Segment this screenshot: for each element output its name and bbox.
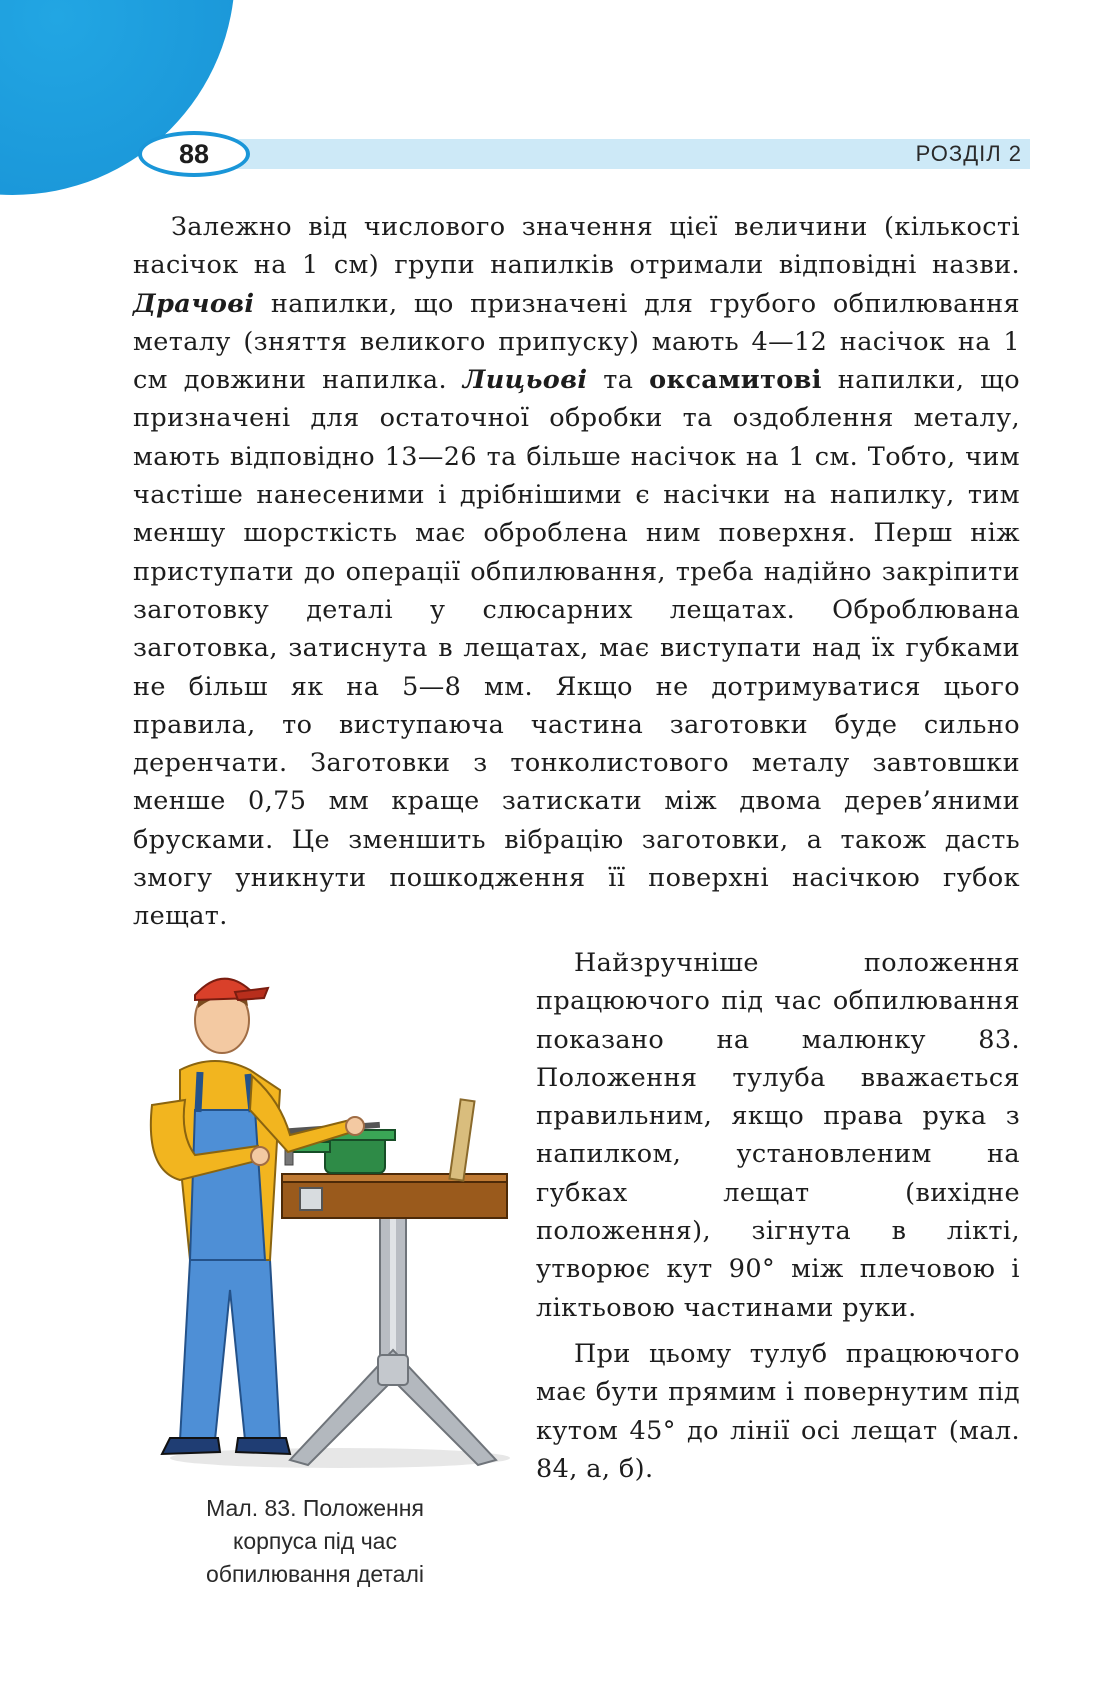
term-lytsovi: Лицьові — [462, 365, 588, 396]
main-paragraph — [133, 208, 1020, 936]
term-oksamytovi: оксамитові — [649, 365, 822, 396]
text-run: Залежно від числового значення цієї величини (кількості насічок на 1 см) групи напилків отримали відповідні назви. — [133, 212, 1020, 281]
caption-line: корпуса під час — [233, 1528, 397, 1554]
text-run: напилки, що призначені для грубого обпилювання металу (зняття великого припуску) мають 4—12 насічок на 1 см довжини напилка. — [133, 288, 1020, 396]
page-number: 88 — [138, 131, 250, 177]
text-run: напилки, що призначені для остаточної обробки та оздоблення металу, мають відповідно 13—26 та більше насічок на 1 см. Тобто, чим частіше нанесеними і дрібнішими є насічки на напилку, тим меншу шорсткість має оброблена ним поверхня. Перш ніж приступати до операції обпилювання, треба надійно закріпити заготовку деталі у слюсарних лещатах. Оброблювана заготовка, затиснута в лещатах, має виступати над їх губками не більш як на 5—8 мм. Якщо не дотримуватися цього правила, то виступаюча частина заготовки буде сильно деренчати. Заготовки з тонколистового металу завтовшки менше 0,75 мм краще затискати між двома дерев’яними брусками. Це зменшить вібрацію заготовки, а також дасть змогу уникнути пошкодження її поверхні насічкою губок лещат. — [133, 365, 1020, 932]
section-label: РОЗДІЛ 2 — [915, 141, 1022, 166]
caption-line: обпилювання деталі — [206, 1561, 424, 1587]
caption-line: Мал. 83. Положення — [206, 1495, 424, 1521]
text-run: та — [587, 365, 650, 396]
figure-caption — [160, 1492, 470, 1591]
paragraph-posture: Найзручніше положення працюючого під час обпилювання показано на малюнку 83. Положення тулуба вважається правильним, якщо права рука з напилком, установленим на губках лещат (вихідне положення), зігнута в лікті, утворює кут 90° між плечовою і ліктьовою частинами руки. — [536, 948, 1020, 1323]
paragraph-torso: При цьому тулуб працюючого має бути прямим і повернутим під кутом 45° до лінії осі лещат (мал. 84, а, б). — [536, 1338, 1020, 1484]
term-drachovi: Драчові — [133, 288, 255, 319]
worker-illustration — [140, 960, 520, 1475]
header-band — [230, 139, 1030, 169]
right-column — [536, 944, 1020, 1496]
